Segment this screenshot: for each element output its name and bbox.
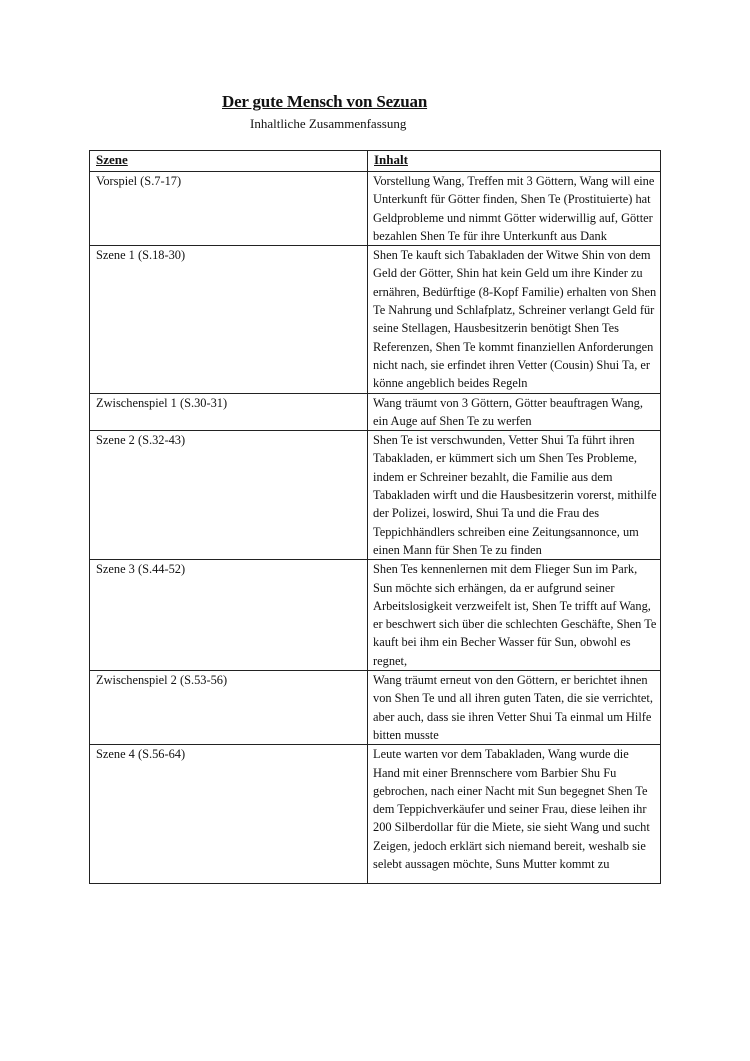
document-subtitle: Inhaltliche Zusammenfassung: [250, 116, 407, 131]
scene-cell: Szene 3 (S.44-52): [90, 560, 368, 671]
scene-cell: Vorspiel (S.7-17): [90, 172, 368, 246]
content-cell-text: Leute warten vor dem Tabakladen, Wang wurde die Hand mit einer Brennschere vom Barbier Shu Fu gebrochen, nach einer Nacht mit Sun begegnet Shen Te dem Teppichverkäufer und seiner Frau, diese leihen ihr 200 Silberdollar für die Miete, sie sieht Wang und sucht Zeigen, jedoch erklärt sich niemand bereit, weshalb sie selebt aussagen möchte, Suns Mutter kommt zu: [373, 747, 650, 871]
header-content: Inhalt: [368, 151, 661, 172]
table-row: [90, 172, 661, 246]
content-cell: Shen Tes kennenlernen mit dem Flieger Sun im Park, Sun möchte sich erhängen, da er aufgrund seiner Arbeitslosigkeit verzweifelt ist, Shen Te trifft auf Wang, er beschwert sich über die schlechten Geschäfte, Shen Te kauft bei ihm ein Becher Wasser für Sun, obwohl es regnet,: [368, 560, 661, 671]
scene-cell: Zwischenspiel 2 (S.53-56): [90, 671, 368, 745]
scene-cell: Szene 2 (S.32-43): [90, 431, 368, 560]
table-row: [90, 393, 661, 431]
content-cell: [368, 745, 661, 884]
scene-cell: Szene 1 (S.18-30): [90, 246, 368, 393]
content-cell: Vorstellung Wang, Treffen mit 3 Göttern, Wang will eine Unterkunft für Götter finden, Shen Te (Prostituierte) hat Geldprobleme und nimmt Götter widerwillig auf, Götter bezahlen Shen Te für ihre Unterkunft aus Dank: [368, 172, 661, 246]
table-header-row: [90, 151, 661, 172]
table-row: [90, 745, 661, 884]
header-scene: Szene: [90, 151, 368, 172]
content-cell: Wang träumt erneut von den Göttern, er berichtet ihnen von Shen Te und all ihren guten Taten, die sie verrichtet, aber auch, dass sie ihren Vetter Shui Ta einmal um Hilfe bitten musste: [368, 671, 661, 745]
scene-cell: Zwischenspiel 1 (S.30-31): [90, 393, 368, 431]
table-row: [90, 246, 661, 393]
content-cell: Shen Te ist verschwunden, Vetter Shui Ta führt ihren Tabakladen, er kümmert sich um Shen Tes Probleme, indem er Schreiner bezahlt, die Familie aus dem Tabakladen wirft und die Hausbesitzerin vorerst, mithilfe der Polizei, loswird, Shui Ta und die Frau des Teppichhändlers schreiben eine Zeitungsannonce, um einen Mann für Shen Te zu finden: [368, 431, 661, 560]
table-row: [90, 671, 661, 745]
scene-cell: Szene 4 (S.56-64): [90, 745, 368, 884]
summary-table: [89, 150, 661, 884]
table-row: [90, 431, 661, 560]
content-cell: Wang träumt von 3 Göttern, Götter beauftragen Wang, ein Auge auf Shen Te zu werfen: [368, 393, 661, 431]
document-title: Der gute Mensch von Sezuan: [222, 92, 428, 111]
table-row: [90, 560, 661, 671]
content-cell: Shen Te kauft sich Tabakladen der Witwe Shin von dem Geld der Götter, Shin hat kein Geld um ihre Kinder zu ernähren, Bedürftige (8-Kopf Familie) erhalten von Shen Te Nahrung und Schlafplatz, Schreiner verlangt Geld für seine Stellagen, Hausbesitzerin benötigt Shen Tes Referenzen, Shen Te kommt finanziellen Anforderungen nicht nach, sie erfindet ihren Vetter (Cousin) Shui Ta, er könne angeblich beides Regeln: [368, 246, 661, 393]
